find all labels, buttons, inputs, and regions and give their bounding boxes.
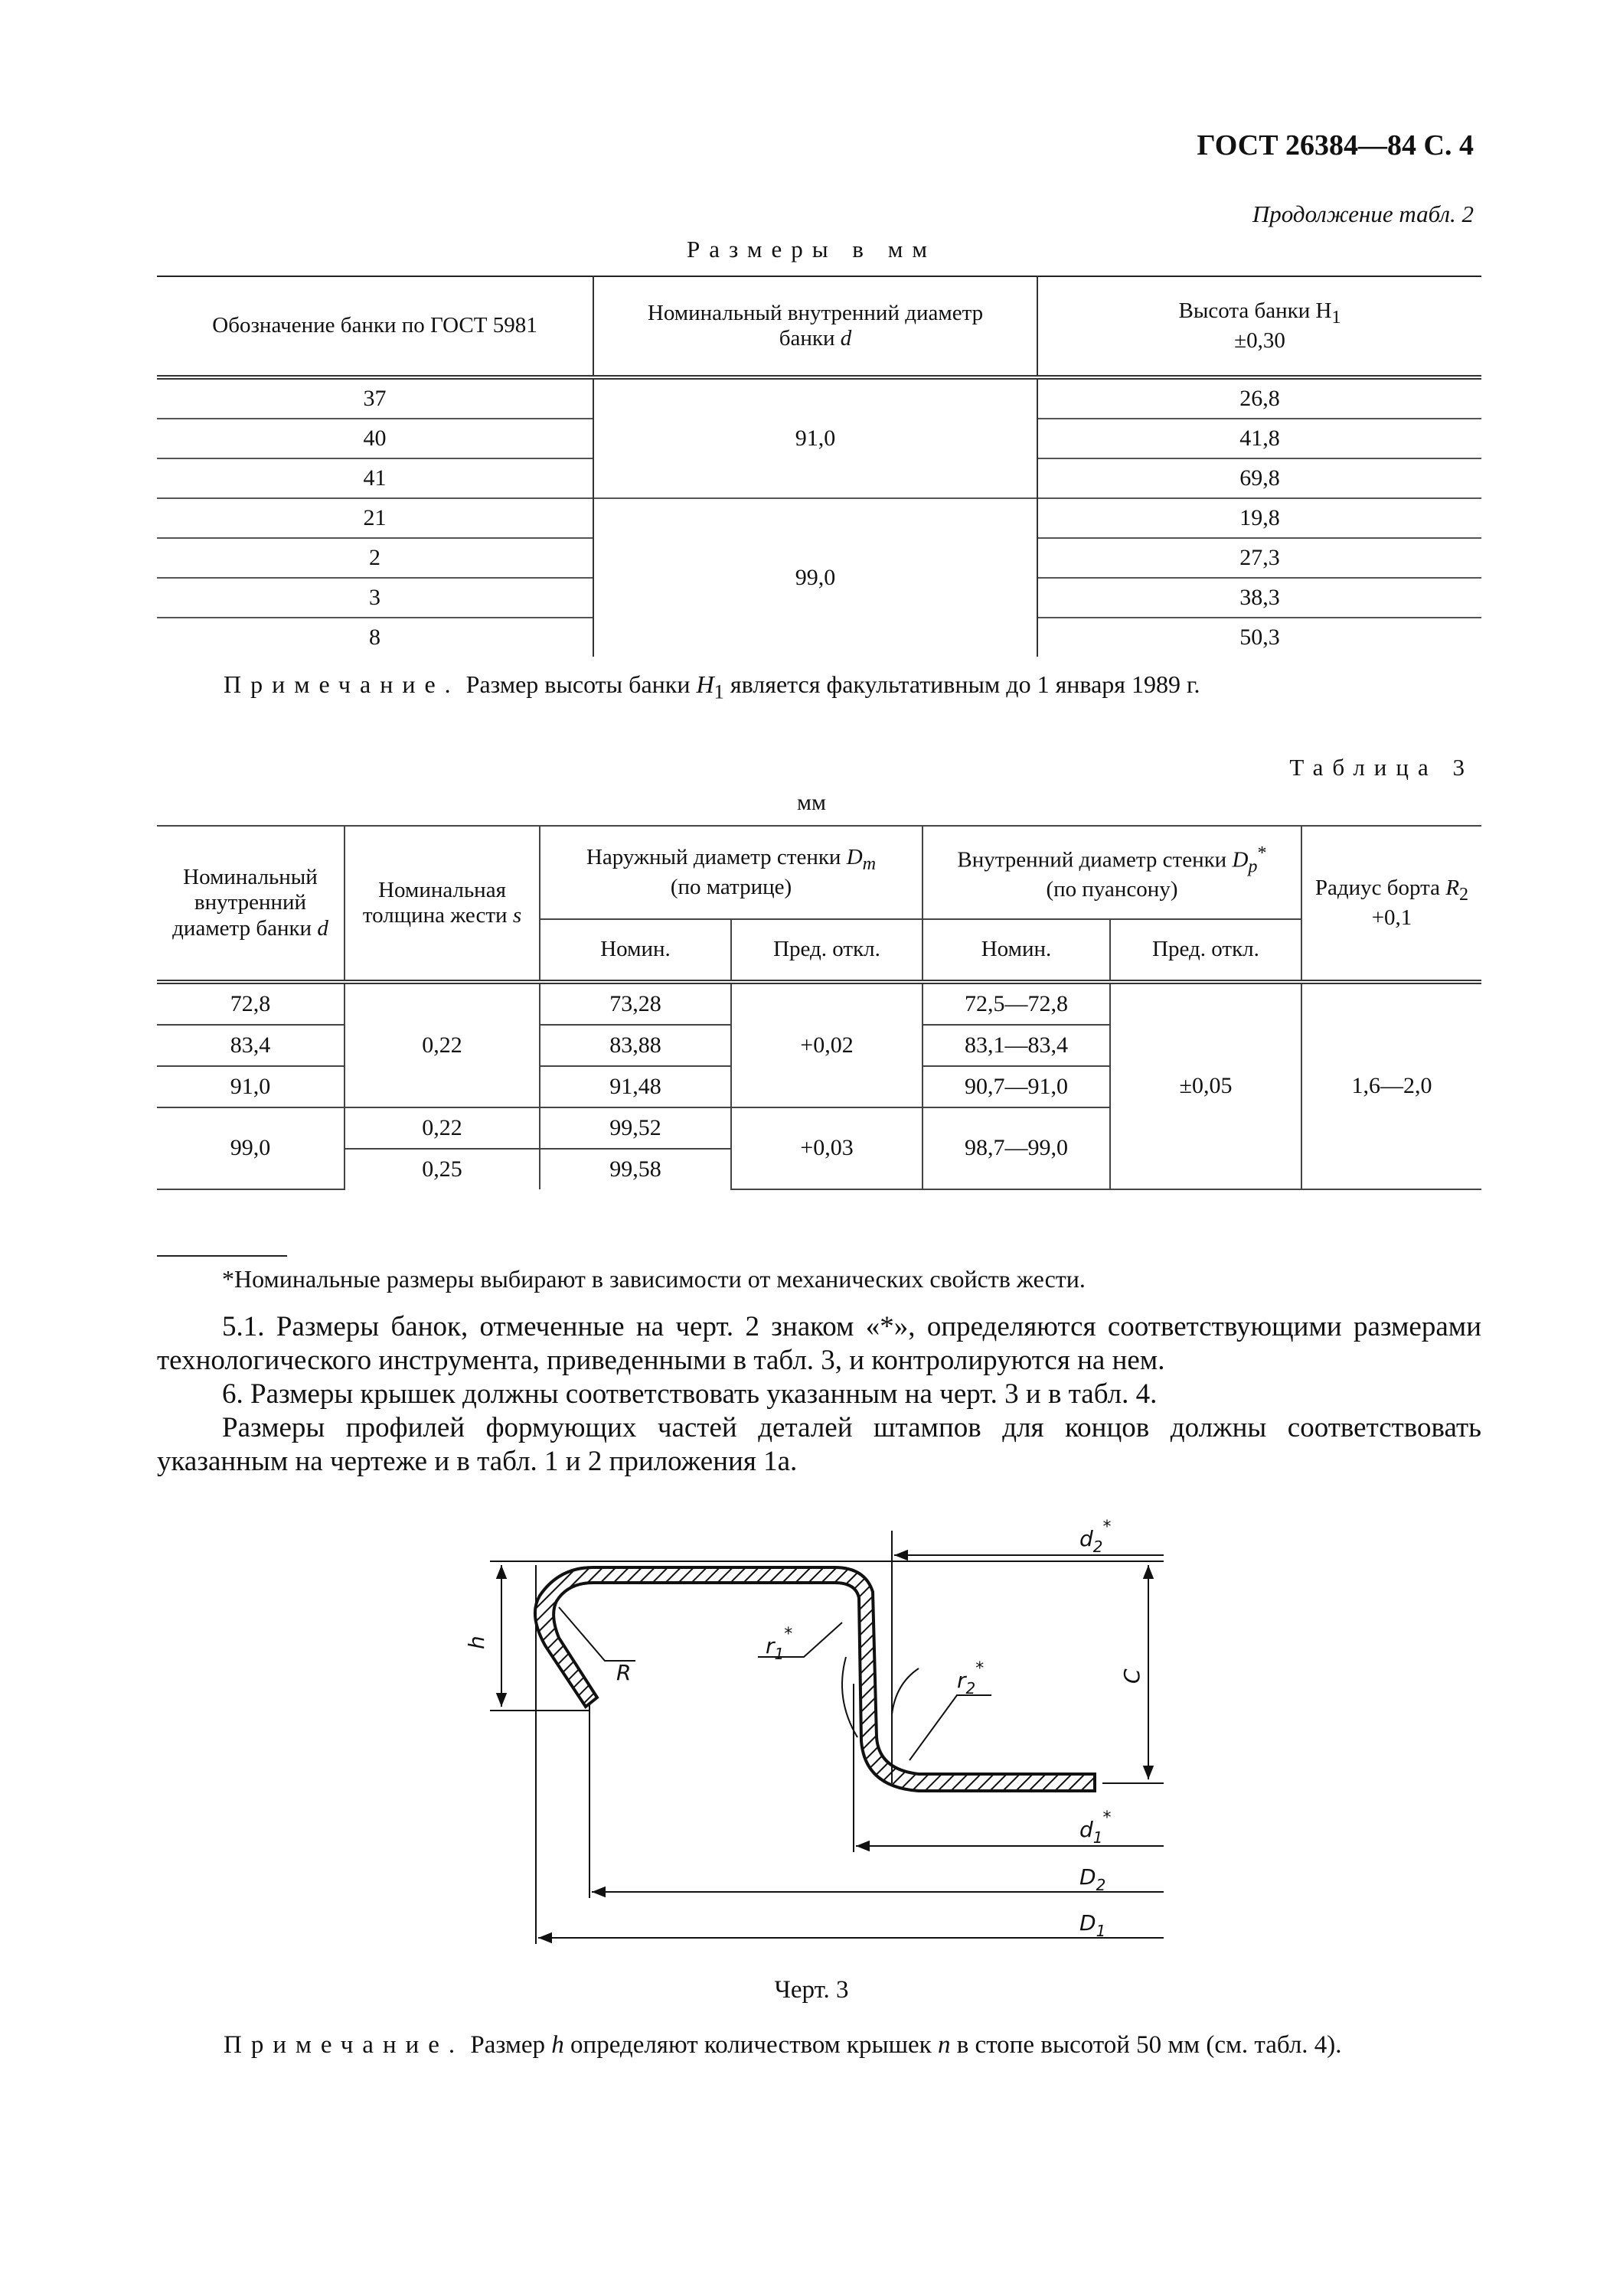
table2-col-designation: Обозначение банки по ГОСТ 5981 <box>212 313 537 338</box>
paragraph-profiles: Размеры профилей формующих частей деталей штампов для концов должны соответствовать указанным на чертеже и в табл. 1 и 2 приложения 1а. <box>157 1412 1481 1477</box>
paragraph-5-1: 5.1. Размеры банок, отмеченные на черт. 2 знаком «*», определяются соответствующими размерами технологического инструмента, приведенными в табл. 3, и контролируются на нем. <box>157 1311 1481 1376</box>
table-row: 91,0 91,48 90,7—91,0 <box>157 1066 1481 1107</box>
label-d1: $d_1^*$ <box>1079 1808 1112 1847</box>
label-D2: $D_2$ <box>1079 1864 1106 1894</box>
table-row: 40 41,8 <box>157 419 1481 458</box>
table3-inner-tol: Пред. откл. <box>1110 919 1301 982</box>
table-row: 37 91,0 26,8 <box>157 377 1481 419</box>
table-row: 72,8 0,22 73,28 +0,02 72,5—72,8 ±0,05 1,6—2,0 <box>157 982 1481 1025</box>
table2-units-caption: Размеры в мм <box>687 236 936 263</box>
label-R: R <box>616 1660 632 1685</box>
table-row: 99,0 0,22 99,52 +0,03 98,7—99,0 <box>157 1107 1481 1149</box>
table-row: 83,4 83,88 83,1—83,4 <box>157 1025 1481 1066</box>
table-row: 8 50,3 <box>157 618 1481 657</box>
table2-note: Примечание. Размер высоты банки $H_1$ является факультативным до 1 января 1989 г. <box>224 670 1200 703</box>
footnote: *Номинальные размеры выбирают в зависимости от механических свойств жести. <box>222 1265 1086 1293</box>
table-row: 0,25 99,58 <box>157 1149 1481 1189</box>
table3-col-nominal-diameter: Номинальный внутренний диаметр банки d <box>157 826 345 982</box>
label-C: C <box>1119 1668 1145 1684</box>
table3-outer-nomin: Номин. <box>540 919 731 982</box>
page-header: ГОСТ 26384—84 С. 4 <box>1197 129 1474 161</box>
label-d2: $d_2^*$ <box>1079 1518 1112 1556</box>
table-continuation-label: Продолжение табл. 2 <box>1252 201 1474 227</box>
table3-units: мм <box>797 790 826 815</box>
paragraph-6: 6. Размеры крышек должны соответствовать указанным на черт. 3 и в табл. 4. <box>222 1378 1158 1410</box>
table2-col-diameter: Номинальный внутренний диаметр банки d <box>593 276 1037 377</box>
table3-col-outer-diameter: Наружный диаметр стенки $D_m$ (по матрице) <box>540 826 923 919</box>
drawing-caption: Черт. 3 <box>774 1976 849 2004</box>
label-D1: $D_1$ <box>1079 1910 1106 1940</box>
label-r2: $r_2^*$ <box>957 1659 985 1698</box>
table-row: 41 69,8 <box>157 458 1481 498</box>
table3-r2: 1,6—2,0 <box>1301 982 1481 1189</box>
table2-col-height: Высота банки $H_1$ ±0,30 <box>1178 298 1341 353</box>
label-h: h <box>464 1636 489 1649</box>
table3-col-radius: Радиус борта $R_2$ +0,1 <box>1301 826 1481 982</box>
table3-col-inner-diameter: Внутренний диаметр стенки $D_p^*$ (по пуансону) <box>923 826 1301 919</box>
table-row: 21 99,0 19,8 <box>157 498 1481 538</box>
table-row: 2 27,3 <box>157 538 1481 578</box>
table3-dp-tol: ±0,05 <box>1110 982 1301 1189</box>
table3-outer-tol: Пред. откл. <box>731 919 923 982</box>
table3-col-thickness: Номинальная толщина жести s <box>345 826 540 982</box>
table3-inner-nomin: Номин. <box>923 919 1110 982</box>
drawing-note: Примечание. Размер h определяют количеством крышек n в стопе высотой 50 мм (см. табл. 4). <box>224 2031 1342 2059</box>
table-row: 3 38,3 <box>157 578 1481 618</box>
table3-title: Таблица 3 <box>1289 754 1474 781</box>
label-r1: $r_1^*$ <box>766 1625 793 1663</box>
